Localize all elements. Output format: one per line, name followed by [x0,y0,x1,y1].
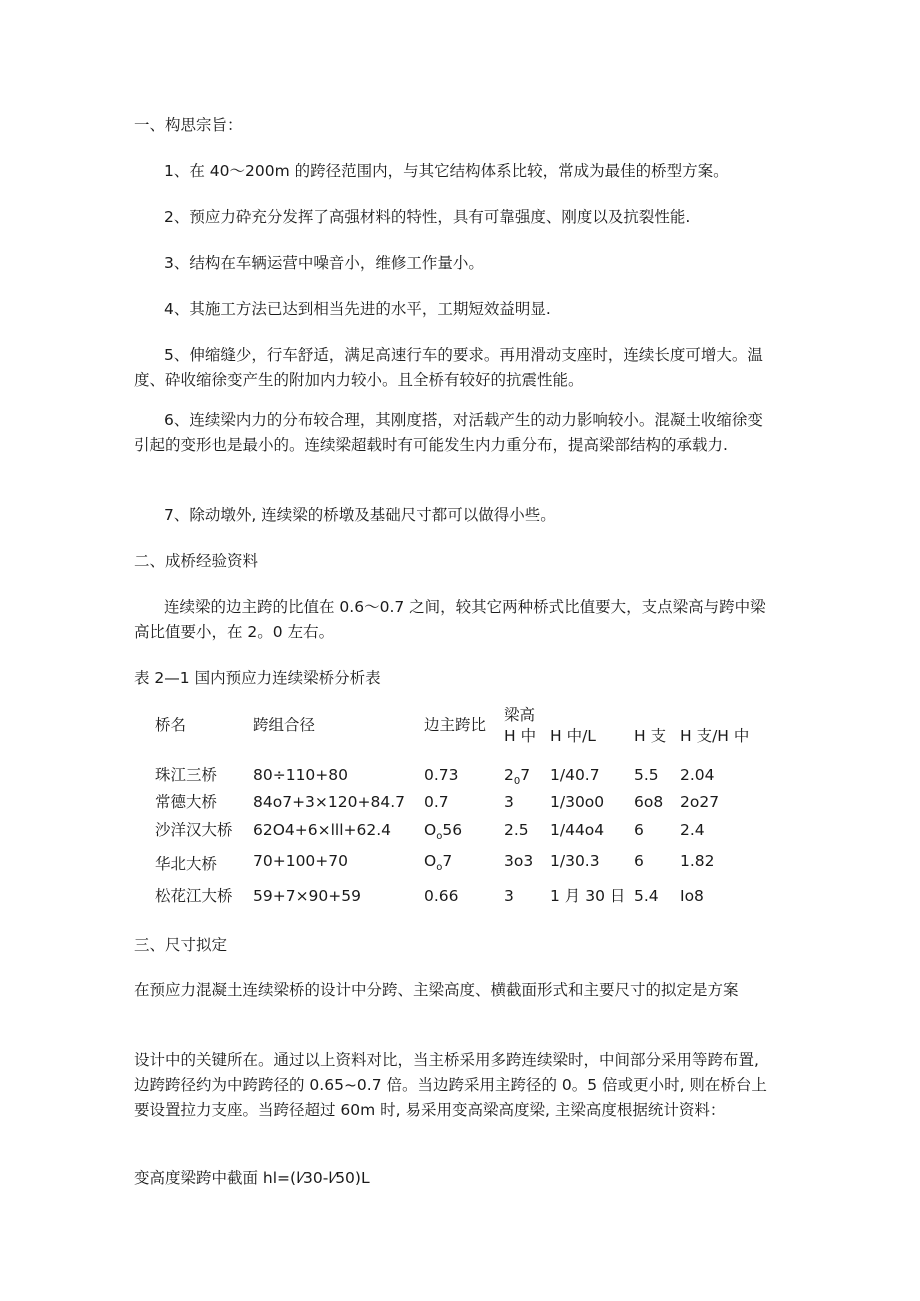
section1-heading: 一、构思宗旨： [134,116,243,134]
section1-item-5: 5、伸缩缝少，行车舒适，满足高速行车的要求。再用滑动支座时，连续长度可增大。温度、砕收缩徐变产生的附加内力较小。且全桥有较好的抗震性能。 [134,346,763,389]
row1-h-sup-mid: 2.04 [680,766,715,784]
row2-name: 常德大桥 [155,793,218,811]
section1-item-2: 2、预应力砕充分发挥了高强材料的特性，具有可靠强度、刚度以及抗裂性能. [164,208,691,226]
header-h-mid: H 中 [504,727,537,745]
row1-span: 80÷110+80 [253,766,349,784]
section1-item-7: 7、除动墩外, 连续梁的桥墩及基础尺寸都可以做得小些。 [164,506,556,524]
row4-name: 华北大桥 [155,855,218,873]
section1-item-4: 4、其施工方法已达到相当先进的水平，工期短效益明显. [164,300,551,318]
section2-paragraph: 连续梁的边主跨的比值在 0.6～0.7 之间，较其它两种桥式比值要大，支点梁高与跨中梁高比值要小，在 2。0 左右。 [134,598,766,641]
row5-h-mid-l: 1 月 30 日 [550,887,626,905]
row2-h-mid-l: 1/30o0 [550,793,605,811]
row4-h-mid: 3o3 [504,852,534,870]
header-height-group: 梁高 [504,706,536,724]
header-h-sup-mid: H 支/H 中 [680,727,750,745]
header-name: 桥名 [155,716,187,734]
row5-h-sup: 5.4 [634,887,659,905]
section2-heading: 二、成桥经验资料 [134,552,259,570]
row4-h-sup: 6 [634,852,644,870]
section1-item-1: 1、在 40～200m 的跨径范围内，与其它结构体系比较，常成为最佳的桥型方案。 [164,162,729,180]
row4-h-mid-l: 1/30.3 [550,852,600,870]
row3-h-mid: 2.5 [504,821,529,839]
section3-formula: 变高度梁跨中截面 hl=(l⁄30-l⁄50)L [134,1169,370,1187]
row3-h-mid-l: 1/44o4 [550,821,605,839]
row4-span: 70+100+70 [253,852,349,870]
section3-paragraph-2: 设计中的关键所在。通过以上资料对比，当主桥采用多跨连续梁时，中间部分采用等跨布置, 边跨跨径约为中跨跨径的 0.65~0.7 倍。当边跨采用主跨径的 0。5 倍或更小时, 则在桥台上要设置拉力支座。当跨径超过 60m 时, 易采用变高梁高度梁, 主梁高度根据统计资料： [134,1051,767,1119]
row2-h-sup-mid: 2o27 [680,793,720,811]
row1-h-mid: $2_07$ [504,766,531,787]
row1-name: 珠江三桥 [155,766,218,784]
row1-ratio: 0.73 [424,766,459,784]
section1-item-6: 6、连续梁内力的分布较合理，其刚度搭，对活载产生的动力影响较小。混凝土收缩徐变引起的变形也是最小的。连续梁超载时有可能发生内力重分布，提高梁部结构的承载力. [134,411,763,454]
row2-h-sup: 6o8 [634,793,664,811]
row4-ratio: $O_o7$ [424,852,453,873]
row2-h-mid: 3 [504,793,514,811]
row1-h-mid-l: 1/40.7 [550,766,600,784]
table-caption: 表 2—1 国内预应力连续梁桥分析表 [134,669,381,687]
row5-name: 松花江大桥 [155,887,233,905]
header-h-mid-l: H 中/L [550,727,596,745]
row3-h-sup-mid: 2.4 [680,821,705,839]
row2-span: 84o7+3×120+84.7 [253,793,405,811]
row5-h-mid: 3 [504,887,514,905]
header-ratio: 边主跨比 [424,716,487,734]
row3-name: 沙洋汉大桥 [155,821,233,839]
row5-h-sup-mid: Io8 [680,887,704,905]
section3-paragraph-1: 在预应力混凝土连续梁桥的设计中分跨、主梁高度、横截面形式和主要尺寸的拟定是方案 [134,981,739,999]
row3-ratio: $O_o56$ [424,821,463,842]
row3-span: 62O4+6×lll+62.4 [253,821,392,839]
section1-item-3: 3、结构在车辆运营中噪音小，维修工作量小。 [164,254,484,272]
row5-span: 59+7×90+59 [253,887,361,905]
row2-ratio: 0.7 [424,793,449,811]
row4-h-sup-mid: 1.82 [680,852,715,870]
header-span: 跨组合径 [253,716,316,734]
section3-heading: 三、尺寸拟定 [134,936,228,954]
row5-ratio: 0.66 [424,887,459,905]
header-h-sup: H 支 [634,727,667,745]
row3-h-sup: 6 [634,821,644,839]
row1-h-sup: 5.5 [634,766,659,784]
